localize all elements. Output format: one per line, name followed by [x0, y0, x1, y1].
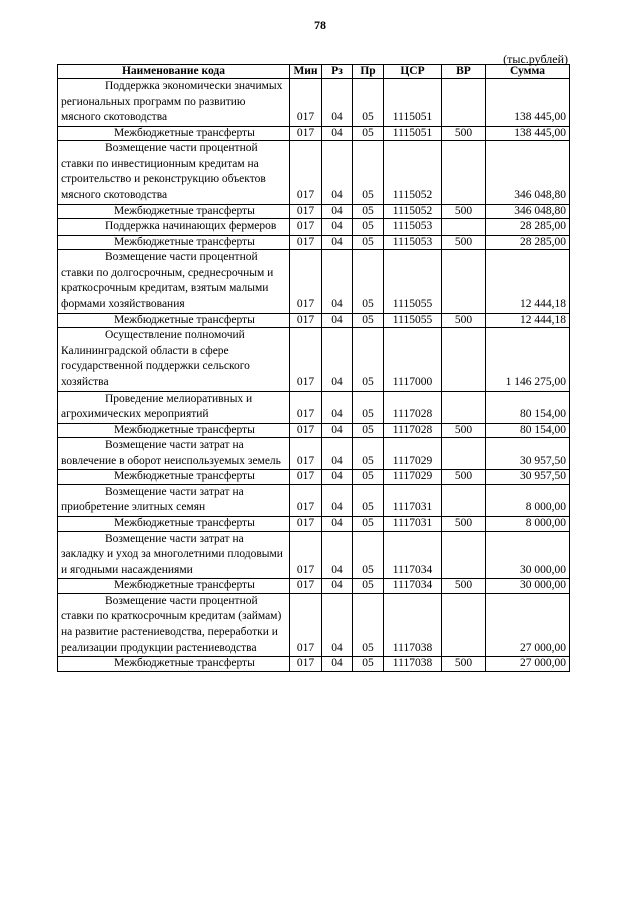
table-row — [58, 219, 570, 236]
name-cell: Межбюджетные трансферты — [58, 204, 290, 219]
pr-cell: 05 — [353, 657, 384, 672]
name-cell: Межбюджетные трансферты — [58, 657, 290, 672]
name-cell: Межбюджетные трансферты — [58, 579, 290, 594]
table-row — [58, 250, 570, 313]
table-row — [58, 593, 570, 656]
csr-cell: 1117034 — [384, 579, 442, 594]
pr-cell: 05 — [353, 593, 384, 656]
csr-cell: 1117031 — [384, 484, 442, 516]
csr-cell: 1115053 — [384, 235, 442, 250]
table-header-row — [58, 65, 570, 79]
rz-cell: 04 — [322, 328, 353, 391]
csr-cell: 1117000 — [384, 328, 442, 391]
rz-cell: 04 — [322, 313, 353, 328]
min-cell: 017 — [290, 328, 322, 391]
csr-cell: 1117038 — [384, 657, 442, 672]
vr-cell — [442, 141, 486, 204]
sum-cell: 138 445,00 — [486, 79, 570, 127]
pr-cell: 05 — [353, 313, 384, 328]
table-row — [58, 470, 570, 485]
rz-cell: 04 — [322, 141, 353, 204]
sum-cell: 27 000,00 — [486, 657, 570, 672]
rz-cell: 04 — [322, 126, 353, 141]
name-cell: Возмещение части процентной ставки по долгосрочным, среднесрочным и краткосрочным кредитам, взятым малыми формами хозяйствования — [58, 250, 290, 313]
table-row — [58, 657, 570, 672]
sum-cell: 28 285,00 — [486, 235, 570, 250]
pr-cell: 05 — [353, 219, 384, 236]
rz-cell: 04 — [322, 517, 353, 532]
min-cell: 017 — [290, 391, 322, 423]
vr-cell: 500 — [442, 204, 486, 219]
sum-cell: 12 444,18 — [486, 250, 570, 313]
rz-cell: 04 — [322, 219, 353, 236]
table-body — [58, 79, 570, 672]
vr-cell: 500 — [442, 470, 486, 485]
pr-cell: 05 — [353, 328, 384, 391]
rz-cell: 04 — [322, 423, 353, 438]
min-cell: 017 — [290, 657, 322, 672]
csr-cell: 1117028 — [384, 423, 442, 438]
rz-cell: 04 — [322, 79, 353, 127]
sum-cell: 27 000,00 — [486, 593, 570, 656]
rz-cell: 04 — [322, 438, 353, 470]
table-row — [58, 235, 570, 250]
vr-cell — [442, 438, 486, 470]
csr-cell: 1117038 — [384, 593, 442, 656]
csr-cell: 1117031 — [384, 517, 442, 532]
pr-cell: 05 — [353, 484, 384, 516]
min-cell: 017 — [290, 204, 322, 219]
table-row — [58, 141, 570, 204]
pr-cell: 05 — [353, 235, 384, 250]
csr-cell: 1117029 — [384, 438, 442, 470]
vr-cell: 500 — [442, 126, 486, 141]
min-cell: 017 — [290, 531, 322, 579]
table-row — [58, 204, 570, 219]
csr-cell: 1115051 — [384, 126, 442, 141]
vr-cell — [442, 531, 486, 579]
sum-cell: 30 000,00 — [486, 531, 570, 579]
name-cell: Осуществление полномочий Калининградской области в сфере государственной поддержки сельского хозяйства — [58, 328, 290, 391]
rz-cell: 04 — [322, 204, 353, 219]
vr-cell — [442, 250, 486, 313]
rz-cell: 04 — [322, 657, 353, 672]
pr-cell: 05 — [353, 470, 384, 485]
table-row — [58, 391, 570, 423]
page-number: 78 — [314, 18, 326, 32]
sum-cell: 346 048,80 — [486, 204, 570, 219]
table-row — [58, 79, 570, 127]
vr-cell — [442, 79, 486, 127]
min-cell: 017 — [290, 423, 322, 438]
sum-cell: 346 048,80 — [486, 141, 570, 204]
pr-cell: 05 — [353, 250, 384, 313]
csr-cell: 1117029 — [384, 470, 442, 485]
min-cell: 017 — [290, 219, 322, 236]
pr-cell: 05 — [353, 438, 384, 470]
pr-cell: 05 — [353, 204, 384, 219]
pr-cell: 05 — [353, 141, 384, 204]
table-row — [58, 579, 570, 594]
header-rz: Рз — [322, 65, 353, 79]
name-cell: Поддержка экономически значимых региональных программ по развитию мясного скотоводства — [58, 79, 290, 127]
vr-cell: 500 — [442, 579, 486, 594]
vr-cell: 500 — [442, 517, 486, 532]
sum-cell: 30 000,00 — [486, 579, 570, 594]
rz-cell: 04 — [322, 593, 353, 656]
name-cell: Межбюджетные трансферты — [58, 423, 290, 438]
csr-cell: 1115051 — [384, 79, 442, 127]
csr-cell: 1115052 — [384, 141, 442, 204]
pr-cell: 05 — [353, 579, 384, 594]
sum-cell: 80 154,00 — [486, 391, 570, 423]
rz-cell: 04 — [322, 391, 353, 423]
name-cell: Межбюджетные трансферты — [58, 235, 290, 250]
csr-cell: 1115055 — [384, 250, 442, 313]
rz-cell: 04 — [322, 531, 353, 579]
sum-cell: 30 957,50 — [486, 438, 570, 470]
header-pr: Пр — [353, 65, 384, 79]
header-csr: ЦСР — [384, 65, 442, 79]
csr-cell: 1115053 — [384, 219, 442, 236]
header-vr: ВР — [442, 65, 486, 79]
min-cell: 017 — [290, 79, 322, 127]
table-row — [58, 531, 570, 579]
header-min: Мин — [290, 65, 322, 79]
vr-cell — [442, 593, 486, 656]
csr-cell: 1115055 — [384, 313, 442, 328]
header-name: Наименование кода — [58, 65, 290, 79]
pr-cell: 05 — [353, 517, 384, 532]
min-cell: 017 — [290, 313, 322, 328]
csr-cell: 1115052 — [384, 204, 442, 219]
vr-cell: 500 — [442, 423, 486, 438]
vr-cell: 500 — [442, 313, 486, 328]
budget-table — [57, 64, 570, 672]
name-cell: Возмещение части процентной ставки по инвестиционным кредитам на строительство и реконструкцию объектов мясного скотоводства — [58, 141, 290, 204]
min-cell: 017 — [290, 470, 322, 485]
min-cell: 017 — [290, 593, 322, 656]
name-cell: Возмещение части затрат на вовлечение в оборот неиспользуемых земель — [58, 438, 290, 470]
csr-cell: 1117028 — [384, 391, 442, 423]
sum-cell: 8 000,00 — [486, 517, 570, 532]
table-row — [58, 313, 570, 328]
min-cell: 017 — [290, 579, 322, 594]
rz-cell: 04 — [322, 470, 353, 485]
table-row — [58, 328, 570, 391]
units-label: (тыс.рублей) — [503, 52, 568, 66]
min-cell: 017 — [290, 438, 322, 470]
min-cell: 017 — [290, 141, 322, 204]
sum-cell: 1 146 275,00 — [486, 328, 570, 391]
rz-cell: 04 — [322, 579, 353, 594]
min-cell: 017 — [290, 517, 322, 532]
vr-cell — [442, 328, 486, 391]
table-row — [58, 423, 570, 438]
min-cell: 017 — [290, 126, 322, 141]
sum-cell: 30 957,50 — [486, 470, 570, 485]
rz-cell: 04 — [322, 484, 353, 516]
name-cell: Возмещение части затрат на закладку и уход за многолетними плодовыми и ягодными насаждениями — [58, 531, 290, 579]
min-cell: 017 — [290, 235, 322, 250]
table-row — [58, 484, 570, 516]
min-cell: 017 — [290, 250, 322, 313]
vr-cell — [442, 484, 486, 516]
name-cell: Возмещение части процентной ставки по краткосрочным кредитам (займам) на развитие растениеводства, переработки и реализации продукции растениеводства — [58, 593, 290, 656]
min-cell: 017 — [290, 484, 322, 516]
name-cell: Межбюджетные трансферты — [58, 470, 290, 485]
name-cell: Возмещение части затрат на приобретение элитных семян — [58, 484, 290, 516]
pr-cell: 05 — [353, 79, 384, 127]
table-row — [58, 438, 570, 470]
sum-cell: 28 285,00 — [486, 219, 570, 236]
sum-cell: 138 445,00 — [486, 126, 570, 141]
sum-cell: 80 154,00 — [486, 423, 570, 438]
csr-cell: 1117034 — [384, 531, 442, 579]
table-row — [58, 517, 570, 532]
vr-cell: 500 — [442, 657, 486, 672]
pr-cell: 05 — [353, 391, 384, 423]
pr-cell: 05 — [353, 423, 384, 438]
sum-cell: 8 000,00 — [486, 484, 570, 516]
name-cell: Межбюджетные трансферты — [58, 126, 290, 141]
rz-cell: 04 — [322, 250, 353, 313]
name-cell: Межбюджетные трансферты — [58, 313, 290, 328]
vr-cell: 500 — [442, 235, 486, 250]
table-row — [58, 126, 570, 141]
name-cell: Межбюджетные трансферты — [58, 517, 290, 532]
rz-cell: 04 — [322, 235, 353, 250]
sum-cell: 12 444,18 — [486, 313, 570, 328]
vr-cell — [442, 219, 486, 236]
name-cell: Проведение мелиоративных и агрохимических мероприятий — [58, 391, 290, 423]
name-cell: Поддержка начинающих фермеров — [58, 219, 290, 236]
pr-cell: 05 — [353, 126, 384, 141]
header-sum: Сумма — [486, 65, 570, 79]
pr-cell: 05 — [353, 531, 384, 579]
vr-cell — [442, 391, 486, 423]
